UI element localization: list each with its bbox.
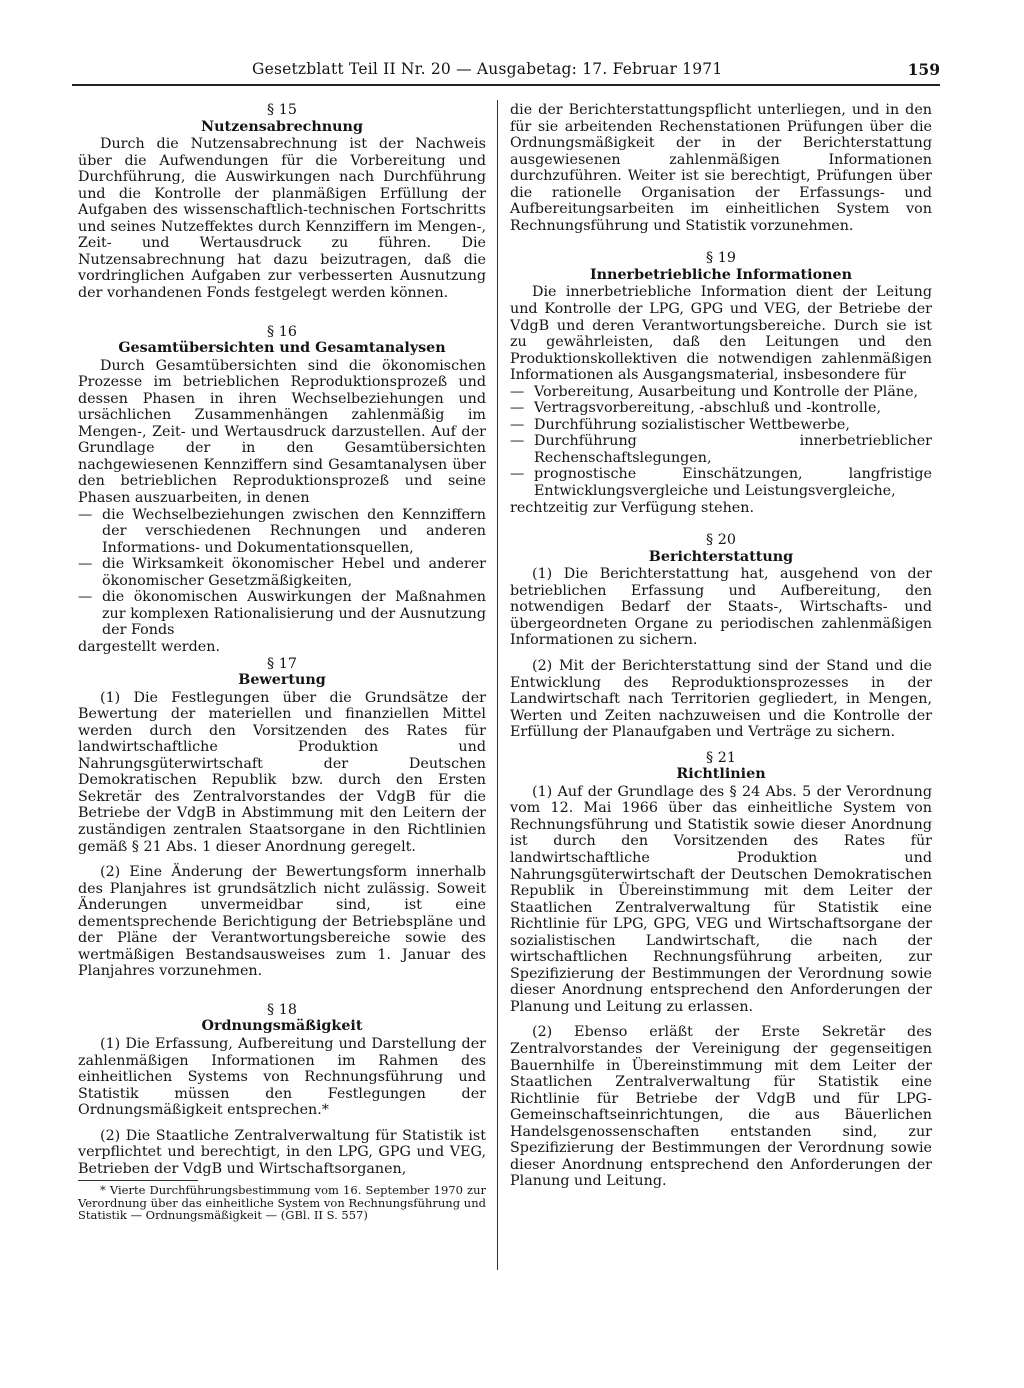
section-19-number: § 19 xyxy=(706,250,736,267)
section-15-number: § 15 xyxy=(267,102,297,118)
section-20-title: Berichterstattung xyxy=(648,548,794,565)
section-16-title: Gesamtübersichten und Gesamtanalysen xyxy=(118,340,446,357)
section-19-list xyxy=(510,384,932,500)
section-17-paragraph-2: (2) Eine Änderung der Bewertungsform innerhalb des Planjahres ist grundsätzlich nicht zulässig. Soweit Änderungen unvermeidbar sind, ist eine dementsprechende Berichtigung der Betriebspläne und der Pläne der Verantwortungsbereiche sowie des wertmäßigen Bestandsausweises zum 1. Januar des Planjahres vorzunehmen. xyxy=(78,864,486,980)
list-item: — Durchführung sozialistischer Wettbewerbe, xyxy=(510,417,932,434)
list-item: — Vorbereitung, Ausarbeitung und Kontrolle der Pläne, xyxy=(510,384,932,401)
section-19-paragraph: Die innerbetriebliche Information dient der Leitung und Kontrolle der LPG, GPG und VEG, der Betriebe der VdgB und deren Verantwortungsbereiche. Durch sie ist zu gewährleisten, daß den Leitungen und den Produktionskollektiven die notwendigen zahlenmäßigen Informationen als Ausgangsmaterial, insbesondere für xyxy=(510,284,932,384)
section-16-list xyxy=(78,507,486,639)
section-16-paragraph: Durch Gesamtübersichten sind die ökonomischen Prozesse im betrieblichen Reproduktionsprozeß und dessen Phasen in ihren Wechselbeziehungen und ursächlichen Zusammenhängen zahlenmäßig im Mengen-, Zeit- und Wertausdruck darzustellen. Auf der Grundlage der in den Gesamtübersichten nachgewiesenen Kennziffern sind Gesamtanalysen über den betrieblichen Reproduktionsprozeß und seine Phasen auszuarbeiten, in denen xyxy=(78,357,486,507)
section-18-paragraph-2: (2) Die Staatliche Zentralverwaltung für Statistik ist verpflichtet und berechtigt, in den LPG, GPG und VEG, Betrieben der VdgB und Wirtschaftsorganen, xyxy=(78,1127,486,1177)
left-column xyxy=(78,102,486,1222)
footnote-rule xyxy=(78,1180,198,1181)
section-20-paragraph-2: (2) Mit der Berichterstattung sind der Stand und die Entwicklung des Reproduktionsprozesses in der Landwirtschaft nach Territorien gegliedert, in Mengen, Werten und Zeiten nachzuweisen und die Kontrolle der Erfüllung der Planaufgaben und Verträge zu sichern. xyxy=(510,657,932,741)
section-18-number: § 18 xyxy=(267,1001,297,1018)
gazette-title: Gesetzblatt Teil II Nr. 20 — Ausgabetag: 17. Februar 1971 xyxy=(252,60,723,78)
section-17-title: Bewertung xyxy=(238,672,326,689)
page-header xyxy=(72,60,940,86)
list-item: — die Wechselbeziehungen zwischen den Kennziffern der verschiedenen Rechnungen und anderen Informations- und Dokumentationsquellen, xyxy=(78,507,486,557)
section-17-paragraph-1: (1) Die Festlegungen über die Grundsätze der Bewertung der materiellen und finanziellen Mittel werden durch den Vorsitzenden des Rates für landwirtschaftliche Produktion und Nahrungsgüterwirtschaft der Deutschen Demokratischen Republik bzw. durch den Ersten Sekretär des Zentralvorstandes der VdgB für die Betriebe der VdgB in Abstimmung mit den Leitern der zuständigen zentralen Staatsorgane in den Richtlinien gemäß § 21 Abs. 1 dieser Anordnung geregelt. xyxy=(78,689,486,855)
column-divider xyxy=(497,100,498,1270)
section-21-number: § 21 xyxy=(706,749,736,766)
section-15-title: Nutzensabrechnung xyxy=(201,118,363,135)
list-item: — die Wirksamkeit ökonomischer Hebel und anderer ökonomischer Gesetzmäßigkeiten, xyxy=(78,556,486,589)
section-19-closing: rechtzeitig zur Verfügung stehen. xyxy=(510,499,754,516)
section-20-number: § 20 xyxy=(706,532,736,549)
right-column xyxy=(510,102,932,1190)
section-21-paragraph-2: (2) Ebenso erläßt der Erste Sekretär des Zentralvorstandes der Vereinigung der gegenseitigen Bauernhilfe in Übereinstimmung mit dem Leiter der Staatlichen Zentralverwaltung für Statistik eine Richtlinie für Betriebe der VdgB und für LPG-Gemeinschaftseinrichtungen, die aus Bäuerlichen Handelsgenossenschaften entstanden sind, zur Spezifizierung der Bestimmungen der Verordnung sowie dieser Anordnung entsprechend den Anforderungen der Planung und Leitung. xyxy=(510,1024,932,1190)
section-18-continuation: die der Berichterstattungspflicht unterliegen, und in den für sie arbeitenden Rechenstationen Prüfungen über die Ordnungsmäßigkeit der in der Berichterstattung ausgewiesenen zahlenmäßigen Informationen durchzuführen. Weiter ist sie berechtigt, Prüfungen über die rationelle Organisation der Erfassungs- und Aufbereitungsarbeiten im einheitlichen System von Rechnungsführung und Statistik vorzunehmen. xyxy=(510,102,932,234)
footnote: * Vierte Durchführungsbestimmung vom 16. September 1970 zur Verordnung über das einheitliche System von Rechnungsführung und Statistik — Ordnungsmäßigkeit — (GBl. II S. 557) xyxy=(78,1183,486,1223)
page-number: 159 xyxy=(907,60,940,79)
section-21-title: Richtlinien xyxy=(676,766,766,783)
section-19-title: Innerbetriebliche Informationen xyxy=(589,266,853,283)
list-item: — Durchführung innerbetrieblicher Rechenschaftslegungen, xyxy=(510,433,932,466)
section-18-paragraph-1: (1) Die Erfassung, Aufbereitung und Darstellung der zahlenmäßigen Informationen im Rahmen des einheitlichen Systems von Rechnungsführung und Statistik müssen den Festlegungen der Ordnungsmäßigkeit entsprechen.* xyxy=(78,1035,486,1119)
list-item: — prognostische Einschätzungen, langfristige Entwicklungsvergleiche und Leistungsvergleiche, xyxy=(510,466,932,499)
list-item: — Vertragsvorbereitung, -abschluß und -kontrolle, xyxy=(510,400,932,417)
section-15-paragraph: Durch die Nutzensabrechnung ist der Nachweis über die Aufwendungen für die Vorbereitung und Durchführung, die Auswirkungen nach Durchführung und die Kontrolle der planmäßigen Erfüllung der Aufgaben des wissenschaftlich-technischen Fortschritts und seines Nutzeffektes durch Kennziffern im Mengen-, Zeit- und Wertausdruck zu führen. Die Nutzensabrechnung hat dazu beizutragen, daß die vordringlichen Aufgaben zur verbesserten Ausnutzung der vorhandenen Fonds festgelegt werden können. xyxy=(78,136,486,302)
section-16-closing: dargestellt werden. xyxy=(78,638,220,655)
list-item: — die ökonomischen Auswirkungen der Maßnahmen zur komplexen Rationalisierung und der Ausnutzung der Fonds xyxy=(78,589,486,639)
section-20-paragraph-1: (1) Die Berichterstattung hat, ausgehend von der betrieblichen Erfassung und Aufbereitung, den notwendigen Bedarf der Staats-, Wirtschafts- und übergeordneten Organe zu periodischen zahlenmäßigen Informationen zu sichern. xyxy=(510,566,932,649)
section-16-number: § 16 xyxy=(267,323,297,340)
section-18-title: Ordnungsmäßigkeit xyxy=(201,1018,363,1035)
section-17-number: § 17 xyxy=(267,655,297,672)
section-21-paragraph-1: (1) Auf der Grundlage des § 24 Abs. 5 der Verordnung vom 12. Mai 1966 über das einheitliche System von Rechnungsführung und Statistik sowie dieser Anordnung ist durch den Vorsitzenden des Rates für landwirtschaftliche Produktion und Nahrungsgüterwirtschaft der Deutschen Demokratischen Republik in Übereinstimmung mit dem Leiter der Staatlichen Zentralverwaltung für Statistik eine Richtlinie für LPG, GPG, VEG und Wirtschaftsorgane der sozialistischen Landwirtschaft, die nach der wirtschaftlichen Rechnungsführung arbeiten, zur Spezifizierung der Bestimmungen der Verordnung sowie dieser Anordnung entsprechend den Anforderungen der Planung und Leitung zu erlassen. xyxy=(510,783,932,1015)
